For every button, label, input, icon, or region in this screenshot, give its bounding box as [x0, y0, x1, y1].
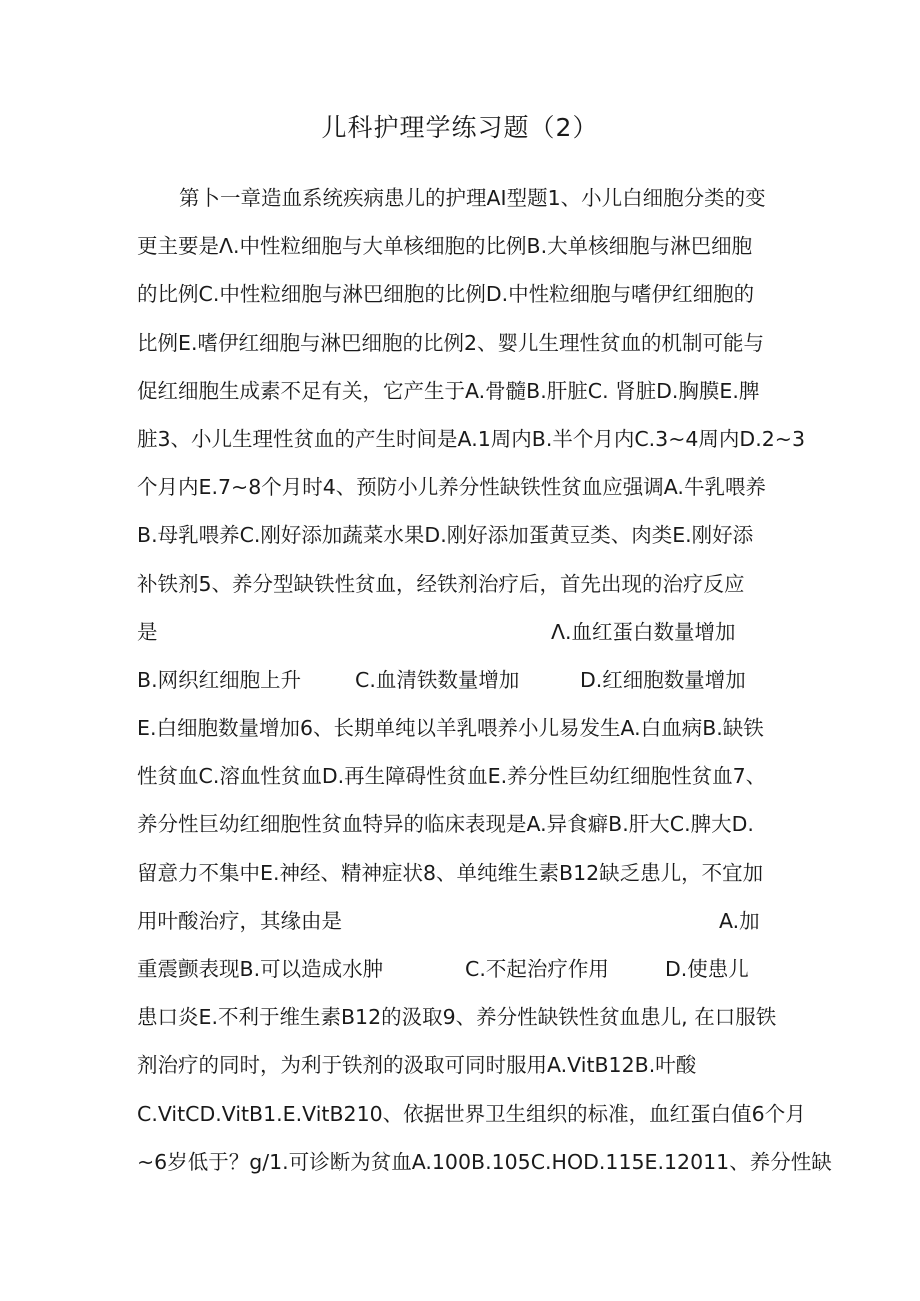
text-segment: B.网织红细胞上升: [137, 667, 302, 692]
document-body: [137, 174, 832, 1186]
text-segment: A.加: [719, 908, 760, 933]
text-segment: D.使患儿: [665, 957, 749, 981]
text-line: 个月内E.7~8个月时4、预防小儿养分性缺铁性贫血应强调A.牛乳喂养: [137, 475, 766, 500]
text-line: 促红细胞生成素不足有关，它产生于A.骨髓B.肝脏C. 肾脏D.胸膜E.脾: [137, 378, 760, 403]
text-segment: 是: [137, 619, 158, 644]
text-line: 比例E.嗜伊红细胞与淋巴细胞的比例2、婴儿生理性贫血的机制可能与: [137, 330, 765, 355]
text-line: 补铁剂5、养分型缺铁性贫血，经铁剂治疗后，首先出现的治疗反应: [137, 571, 745, 596]
text-line: ~6岁低于？g/1.可诊断为贫血A.100B.105C.HOD.115E.12011、养分性缺: [137, 1149, 832, 1174]
text-line: 留意力不集中E.神经、精神症状8、单纯维生素B12缺乏患儿，不宜加: [137, 860, 764, 885]
text-line: E.白细胞数量增加6、长期单纯以羊乳喂养小儿易发生A.白血病B.缺铁: [137, 716, 764, 741]
text-line-split: [137, 945, 787, 993]
text-segment: D.红细胞数量增加: [580, 667, 746, 692]
text-line: C.VitCD.VitB1.E.VitB210、依据世界卫生组织的标准，血红蛋白值6个月: [137, 1101, 806, 1126]
text-line: 更主要是Λ.中性粒细胞与大单核细胞的比例B.大单核细胞与淋巴细胞: [137, 234, 753, 259]
text-segment: C.不起治疗作用: [465, 957, 609, 981]
page-title: 儿科护理学练习题（2）: [321, 113, 599, 142]
text-line-split: [137, 897, 787, 945]
text-line-split: [137, 608, 787, 656]
text-segment: 重震颤表现B.可以造成水肿: [137, 957, 384, 981]
text-segment: Λ.血红蛋白数量增加: [551, 619, 736, 644]
text-line: 患口炎E.不利于维生素B12的汲取9、养分性缺铁性贫血患儿, 在口服铁: [137, 1005, 777, 1030]
text-line: 剂治疗的同时，为利于铁剂的汲取可同时服用A.VitB12B.叶酸: [137, 1053, 697, 1078]
text-segment: 用叶酸治疗，其缘由是: [137, 908, 342, 933]
text-segment: C.血清铁数量增加: [355, 667, 520, 692]
text-line: 的比例C.中性粒细胞与淋巴细胞的比例D.中性粒细胞与嗜伊红细胞的: [137, 282, 755, 307]
text-line: 性贫血C.溶血性贫血D.再生障碍性贫血E.养分性巨幼红细胞性贫血7、: [137, 764, 767, 789]
text-line: B.母乳喂养C.刚好添加蔬菜水果D.刚好添加蛋黄豆类、肉类E.刚好添: [137, 523, 754, 548]
text-line: 养分性巨幼红细胞性贫血特异的临床表现是A.异食癖B.肝大C.脾大D.: [137, 812, 754, 837]
text-line-split: [137, 656, 787, 704]
text-line: 第卜一章造血系统疾病患儿的护理AI型题1、小儿白细胞分类的变: [179, 186, 766, 210]
text-line: 脏3、小儿生理性贫血的产生时间是A.1周内B.半个月内C.3~4周内D.2~3: [137, 426, 806, 451]
